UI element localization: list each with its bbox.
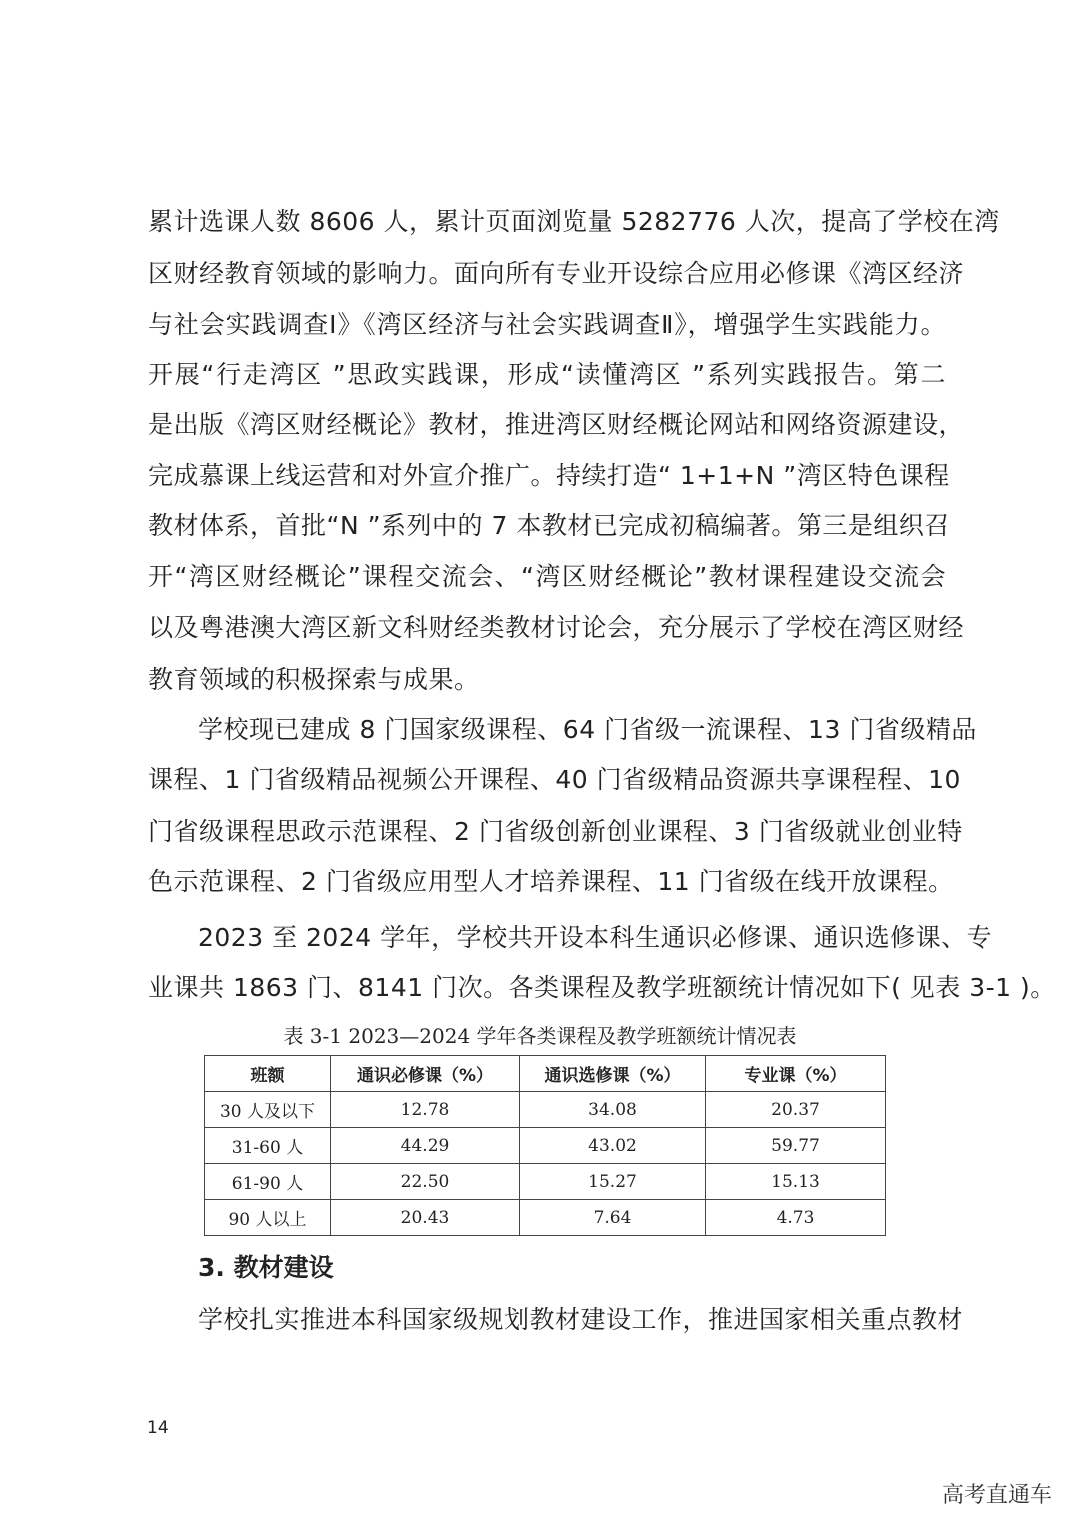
table-row: [205, 1164, 886, 1200]
table-caption: 表 3-1 2023—2024 学年各类课程及教学班额统计情况表: [283, 1024, 797, 1048]
table-cell: 34.08: [520, 1092, 706, 1128]
column-header: 专业课（%）: [706, 1056, 886, 1092]
table-cell: 15.27: [520, 1164, 706, 1200]
section-heading: 3. 教材建设: [198, 1253, 334, 1282]
column-header: 通识必修课（%）: [331, 1056, 520, 1092]
table-cell: 61-90 人: [205, 1164, 331, 1200]
text-line: 学校现已建成 8 门国家级课程、64 门省级一流课程、13 门省级精品: [198, 715, 977, 744]
text-line: 以及粤港澳大湾区新文科财经类教材讨论会，充分展示了学校在湾区财经: [148, 613, 965, 642]
table-header-row: [205, 1056, 886, 1092]
table-row: [205, 1128, 886, 1164]
text-line: 是出版《湾区财经概论》教材，推进湾区财经概论网站和网络资源建设，: [148, 410, 965, 439]
text-line: 区财经教育领域的影响力。面向所有专业开设综合应用必修课《湾区经济: [148, 259, 965, 288]
table-row: [205, 1092, 886, 1128]
table-cell: 90 人以上: [205, 1200, 331, 1236]
watermark: 高考直通车: [942, 1483, 1053, 1508]
class-size-table: [204, 1055, 886, 1236]
table-cell: 30 人及以下: [205, 1092, 331, 1128]
table-cell: 44.29: [331, 1128, 520, 1164]
text-line: 门省级课程思政示范课程、2 门省级创新创业课程、3 门省级就业创业特: [148, 817, 963, 846]
table-cell: 7.64: [520, 1200, 706, 1236]
text-line: 课程、1 门省级精品视频公开课程、40 门省级精品资源共享课程程、10: [148, 765, 961, 794]
table-cell: 12.78: [331, 1092, 520, 1128]
text-line: 学校扎实推进本科国家级规划教材建设工作，推进国家相关重点教材: [198, 1305, 964, 1334]
table-cell: 43.02: [520, 1128, 706, 1164]
text-line: 教材体系，首批“N ”系列中的 7 本教材已完成初稿编著。第三是组织召: [148, 511, 950, 540]
text-line: 完成慕课上线运营和对外宣介推广。持续打造“ 1+1+N ”湾区特色课程: [148, 461, 950, 490]
table-row: [205, 1200, 886, 1236]
column-header: 通识选修课（%）: [520, 1056, 706, 1092]
text-line: 累计选课人数 8606 人，累计页面浏览量 5282776 人次，提高了学校在湾: [148, 207, 1000, 236]
page-number: 14: [147, 1418, 169, 1438]
table-cell: 59.77: [706, 1128, 886, 1164]
table-cell: 20.43: [331, 1200, 520, 1236]
column-header: 班额: [205, 1056, 331, 1092]
text-line: 色示范课程、2 门省级应用型人才培养课程、11 门省级在线开放课程。: [148, 867, 954, 896]
text-line: 业课共 1863 门、8141 门次。各类课程及教学班额统计情况如下( 见表 3-1 )。: [148, 973, 1056, 1002]
text-line: 2023 至 2024 学年，学校共开设本科生通识必修课、通识选修课、专: [198, 923, 993, 952]
table-cell: 15.13: [706, 1164, 886, 1200]
text-line: 开“湾区财经概论”课程交流会、“湾区财经概论”教材课程建设交流会: [148, 562, 946, 591]
table-cell: 20.37: [706, 1092, 886, 1128]
table-cell: 4.73: [706, 1200, 886, 1236]
text-line: 教育领域的积极探索与成果。: [148, 665, 480, 694]
table-cell: 22.50: [331, 1164, 520, 1200]
text-line: 开展“行走湾区 ”思政实践课，形成“读懂湾区 ”系列实践报告。第二: [148, 360, 946, 389]
text-line: 与社会实践调查Ⅰ》《湾区经济与社会实践调查Ⅱ》，增强学生实践能力。: [148, 310, 946, 339]
table-cell: 31-60 人: [205, 1128, 331, 1164]
